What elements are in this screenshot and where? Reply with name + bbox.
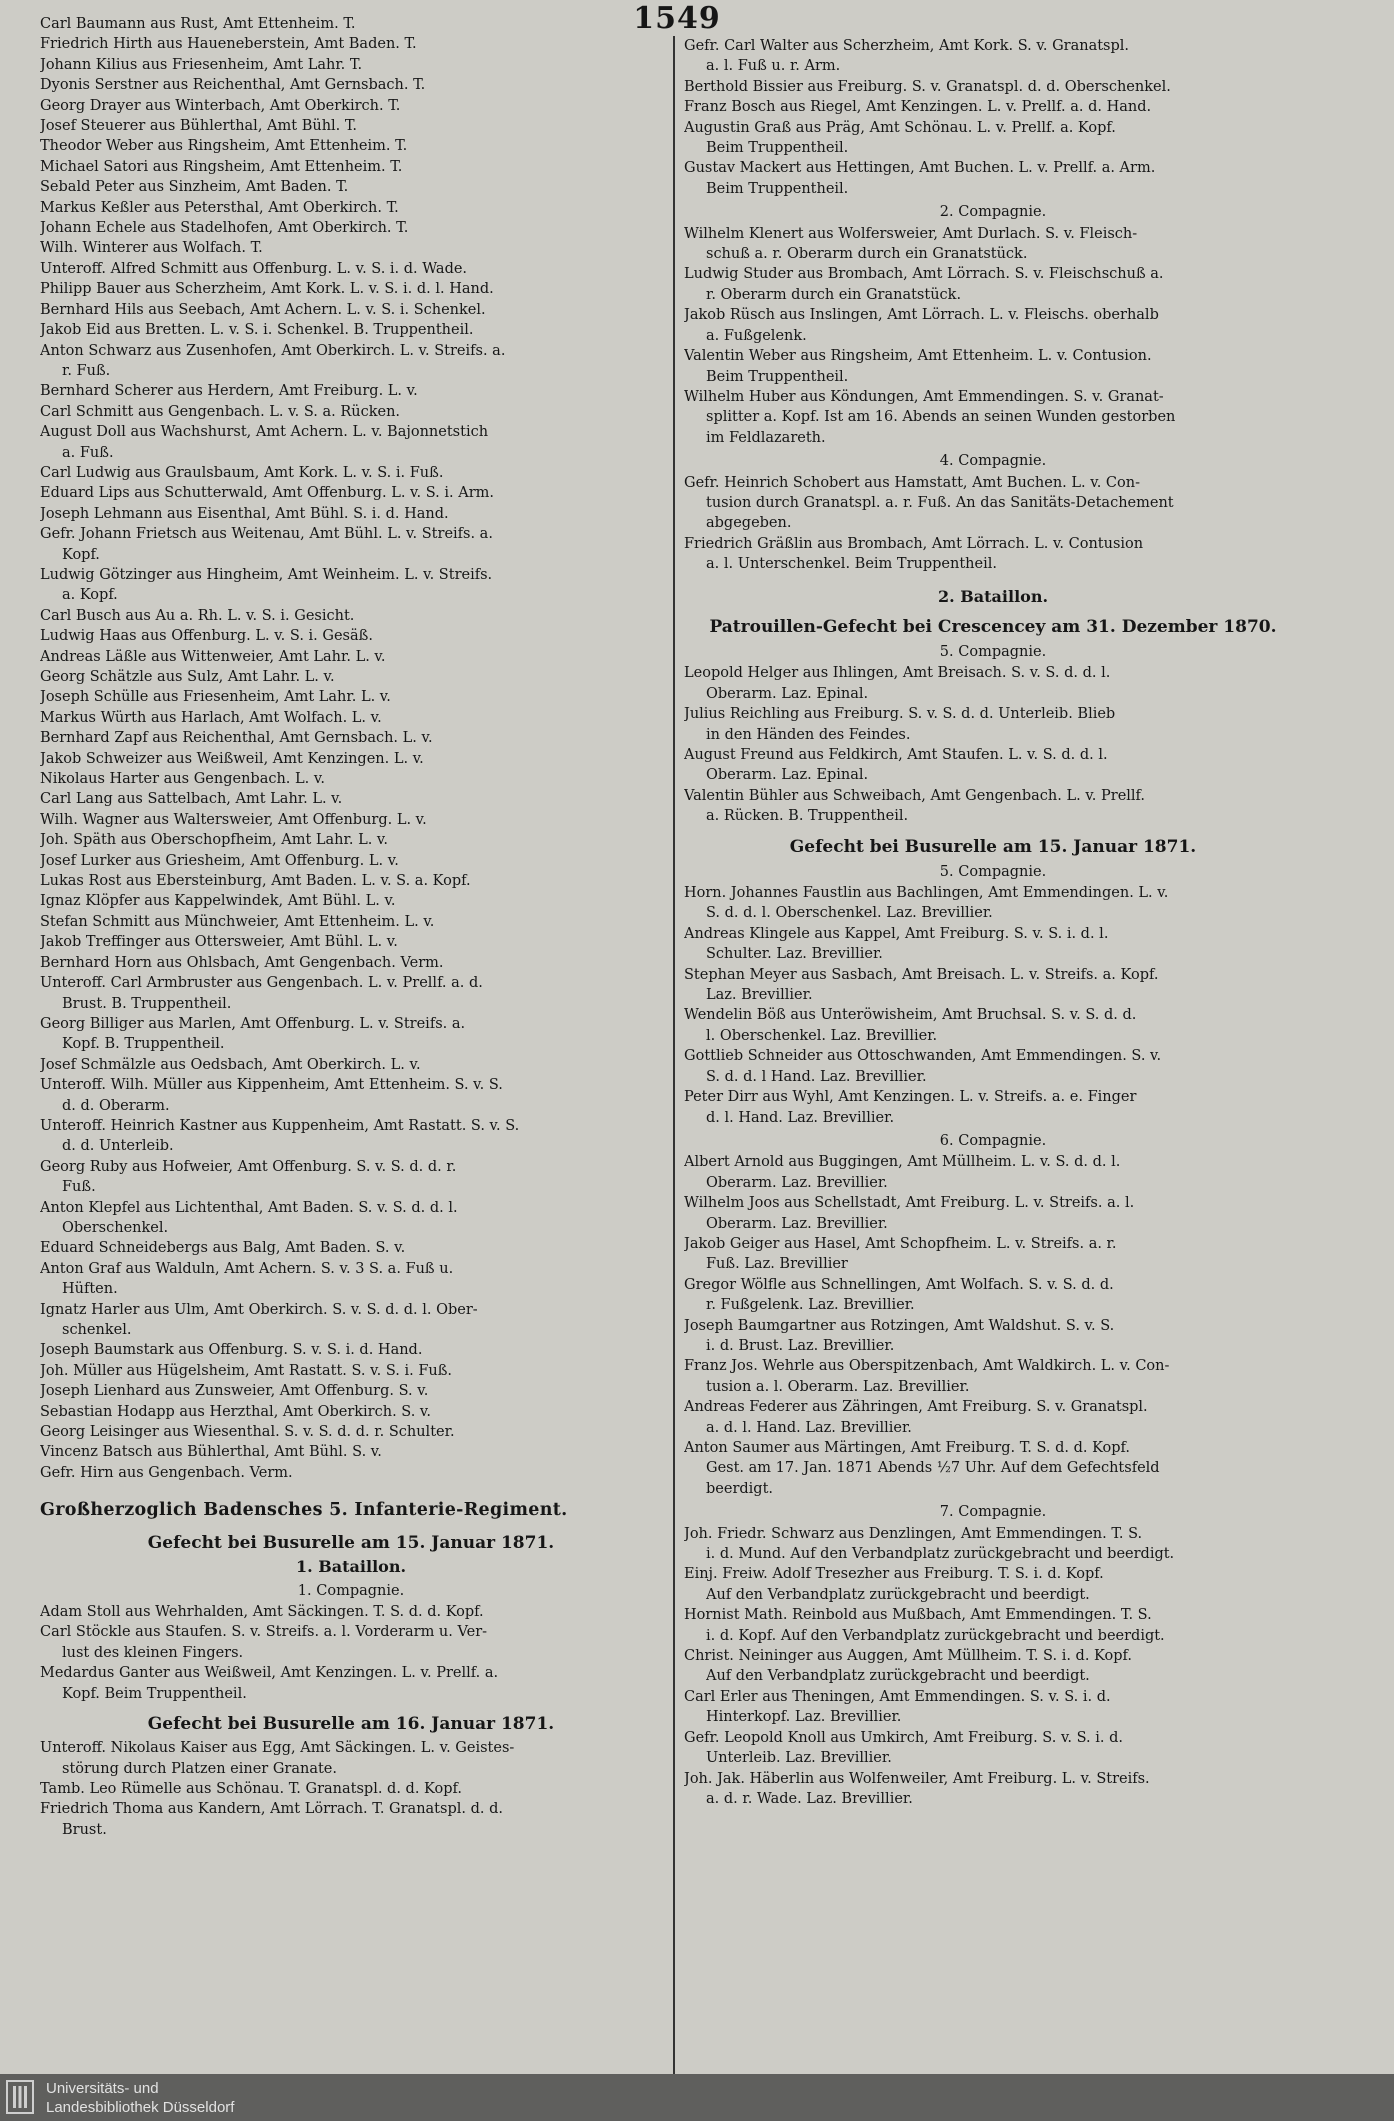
entry-line: Joseph Baumstark aus Offenburg. S. v. S. i. d. Hand. xyxy=(40,1342,423,1359)
entry-continuation-line: d. d. Oberarm. xyxy=(62,1097,170,1114)
entry-continuation-line: Fuß. Laz. Brevillier xyxy=(706,1256,848,1273)
entry-line: Gefr. Leopold Knoll aus Umkirch, Amt Freiburg. S. v. S. i. d. xyxy=(684,1729,1124,1746)
entry-continuation-line: Oberarm. Laz. Brevillier. xyxy=(706,1215,888,1232)
entry-line: Joseph Lienhard aus Zunsweier, Amt Offenburg. S. v. xyxy=(40,1383,429,1400)
entry-continuation-line: Beim Truppentheil. xyxy=(706,368,849,385)
entry-line: Gefr. Johann Frietsch aus Weitenau, Amt Bühl. L. v. Streifs. a. xyxy=(40,526,493,543)
entry-line: Wendelin Böß aus Unteröwisheim, Amt Bruchsal. S. v. S. d. d. xyxy=(684,1007,1137,1024)
entry-continuation-line: Brust. xyxy=(62,1821,107,1838)
entry-line: August Doll aus Wachshurst, Amt Achern. L. v. Bajonnetstich xyxy=(40,424,489,441)
right-column xyxy=(684,36,1302,1809)
entry-line: Joh. Friedr. Schwarz aus Denzlingen, Amt Emmendingen. T. S. xyxy=(684,1525,1143,1542)
entry-continuation-line: in den Händen des Feindes. xyxy=(706,726,911,743)
entry-line: Anton Saumer aus Märtingen, Amt Freiburg. T. S. d. d. Kopf. xyxy=(684,1440,1131,1456)
entry-continuation-line: splitter a. Kopf. Ist am 16. Abends an seinen Wunden gestorben xyxy=(706,409,1176,426)
battle-heading: Patrouillen-Gefecht bei Crescencey am 31. Dezember 1870. xyxy=(709,616,1277,637)
entry-continuation-line: Schulter. Laz. Brevillier. xyxy=(706,946,883,963)
entry-line: Lukas Rost aus Ebersteinburg, Amt Baden. L. v. S. a. Kopf. xyxy=(40,873,471,890)
entry-line: Sebald Peter aus Sinzheim, Amt Baden. T. xyxy=(40,179,349,196)
entry-continuation-line: Unterleib. Laz. Brevillier. xyxy=(706,1750,892,1767)
entry-line: Wilhelm Klenert aus Wolfersweier, Amt Durlach. S. v. Fleisch- xyxy=(684,225,1138,242)
entry-line: Ignatz Harler aus Ulm, Amt Oberkirch. S. v. S. d. d. l. Ober- xyxy=(40,1301,478,1318)
entry-line: August Freund aus Feldkirch, Amt Staufen. L. v. S. d. d. l. xyxy=(684,747,1108,763)
entry-line: Unteroff. Alfred Schmitt aus Offenburg. L. v. S. i. d. Wade. xyxy=(40,260,468,277)
entry-continuation-line: i. d. Brust. Laz. Brevillier. xyxy=(706,1337,895,1354)
entry-line: Carl Baumann aus Rust, Amt Ettenheim. T. xyxy=(40,16,356,32)
entry-line: Wilhelm Joos aus Schellstadt, Amt Freiburg. L. v. Streifs. a. l. xyxy=(684,1195,1135,1212)
entry-line: Ludwig Studer aus Brombach, Amt Lörrach. S. v. Fleischschuß a. xyxy=(684,266,1164,283)
entry-line: Valentin Bühler aus Schweibach, Amt Gengenbach. L. v. Prellf. xyxy=(684,787,1146,804)
page-number: 1549 xyxy=(633,1,721,36)
entry-line: Eduard Lips aus Schutterwald, Amt Offenburg. L. v. S. i. Arm. xyxy=(40,485,495,502)
entry-line: Jakob Treffinger aus Ottersweier, Amt Bühl. L. v. xyxy=(40,934,398,951)
library-credit xyxy=(46,2079,234,2117)
entry-line: Jakob Eid aus Bretten. L. v. S. i. Schenkel. B. Truppentheil. xyxy=(40,322,474,339)
entry-line: Bernhard Zapf aus Reichenthal, Amt Gernsbach. L. v. xyxy=(40,730,433,747)
entry-line: Friedrich Thoma aus Kandern, Amt Lörrach. T. Granatspl. d. d. xyxy=(40,1801,503,1818)
entry-line: Eduard Schneidebergs aus Balg, Amt Baden. S. v. xyxy=(40,1240,406,1257)
entry-line: Andreas Läßle aus Wittenweier, Amt Lahr. L. v. xyxy=(40,648,386,665)
entry-line: Johann Kilius aus Friesenheim, Amt Lahr. T. xyxy=(40,56,363,73)
section-spacer xyxy=(684,575,1302,585)
entry-line: Anton Schwarz aus Zusenhofen, Amt Oberkirch. L. v. Streifs. a. xyxy=(40,342,506,359)
entry-line: Georg Billiger aus Marlen, Amt Offenburg. L. v. Streifs. a. xyxy=(40,1015,466,1032)
entry-line: Theodor Weber aus Ringsheim, Amt Ettenheim. T. xyxy=(40,138,408,155)
entry-line: Gustav Mackert aus Hettingen, Amt Buchen. L. v. Prellf. a. Arm. xyxy=(684,160,1156,177)
left-column xyxy=(40,14,662,1840)
entry-line: Friedrich Hirth aus Haueneberstein, Amt Baden. T. xyxy=(40,36,417,53)
entry-line: Horn. Johannes Faustlin aus Bachlingen, Amt Emmendingen. L. v. xyxy=(684,885,1169,902)
entry-continuation-line: störung durch Platzen einer Granate. xyxy=(62,1760,337,1777)
entry-continuation-line: schuß a. r. Oberarm durch ein Granatstück. xyxy=(706,246,1028,263)
entry-line: Joh. Späth aus Oberschopfheim, Amt Lahr. L. v. xyxy=(40,832,389,849)
entry-line: Joseph Baumgartner aus Rotzingen, Amt Waldshut. S. v. S. xyxy=(684,1317,1115,1334)
entry-continuation-line: r. Oberarm durch ein Granatstück. xyxy=(706,286,962,303)
entry-line: Nikolaus Harter aus Gengenbach. L. v. xyxy=(40,771,325,788)
entry-line: Einj. Freiw. Adolf Tresezher aus Freiburg. T. S. i. d. Kopf. xyxy=(684,1566,1104,1583)
entry-line: Michael Satori aus Ringsheim, Amt Ettenheim. T. xyxy=(40,158,403,175)
entry-continuation-line: Kopf. Beim Truppentheil. xyxy=(62,1685,247,1702)
entry-line: Ignaz Klöpfer aus Kappelwindek, Amt Bühl. L. v. xyxy=(40,893,396,910)
entry-line: Carl Schmitt aus Gengenbach. L. v. S. a. Rücken. xyxy=(40,403,401,420)
entry-continuation-line: a. Rücken. B. Truppentheil. xyxy=(706,808,909,825)
entry-line: Josef Schmälzle aus Oedsbach, Amt Oberkirch. L. v. xyxy=(40,1056,421,1073)
entry-continuation-line: a. Kopf. xyxy=(62,587,118,604)
entry-line: Philipp Bauer aus Scherzheim, Amt Kork. L. v. S. i. d. l. Hand. xyxy=(40,281,494,298)
entry-continuation-line: r. Fuß. xyxy=(62,362,111,379)
entry-line: Gottlieb Schneider aus Ottoschwanden, Amt Emmendingen. S. v. xyxy=(684,1048,1162,1065)
entry-line: Stephan Meyer aus Sasbach, Amt Breisach. L. v. Streifs. a. Kopf. xyxy=(684,966,1159,983)
entry-line: Bernhard Horn aus Ohlsbach, Amt Gengenbach. Verm. xyxy=(40,954,444,971)
entry-continuation-line: abgegeben. xyxy=(706,515,792,532)
entry-line: Georg Leisinger aus Wiesenthal. S. v. S. d. d. r. Schulter. xyxy=(40,1424,455,1441)
entry-line: Carl Busch aus Au a. Rh. L. v. S. i. Gesicht. xyxy=(40,607,355,624)
entry-line: Gefr. Heinrich Schobert aus Hamstatt, Amt Buchen. L. v. Con- xyxy=(684,474,1140,491)
column-divider xyxy=(673,36,675,2086)
entry-continuation-line: d. d. Unterleib. xyxy=(62,1138,174,1155)
entry-line: Joh. Müller aus Hügelsheim, Amt Rastatt. S. v. S. i. Fuß. xyxy=(40,1362,453,1379)
regiment-heading: Großherzoglich Badensches 5. Infanterie-Regiment. xyxy=(40,1500,568,1521)
entry-line: Vincenz Batsch aus Bühlerthal, Amt Bühl. S. v. xyxy=(40,1444,382,1461)
company-heading: 4. Compagnie. xyxy=(939,453,1047,470)
entry-continuation-line: Beim Truppentheil. xyxy=(706,180,849,197)
entry-line: Peter Dirr aus Wyhl, Amt Kenzingen. L. v. Streifs. a. e. Finger xyxy=(684,1089,1137,1106)
entry-line: Medardus Ganter aus Weißweil, Amt Kenzingen. L. v. Prellf. a. xyxy=(40,1665,499,1682)
entry-line: Johann Echele aus Stadelhofen, Amt Oberkirch. T. xyxy=(40,220,409,237)
library-credit-line-1: Universitäts- und xyxy=(46,2080,159,2097)
entry-line: Jakob Schweizer aus Weißweil, Amt Kenzingen. L. v. xyxy=(40,750,424,767)
entry-continuation-line: beerdigt. xyxy=(706,1480,774,1497)
entry-continuation-line: Hüften. xyxy=(62,1281,118,1298)
entry-continuation-line: a. Fußgelenk. xyxy=(706,327,807,344)
entry-line: Berthold Bissier aus Freiburg. S. v. Granatspl. d. d. Oberschenkel. xyxy=(684,78,1171,95)
entry-line: Franz Jos. Wehrle aus Oberspitzenbach, Amt Waldkirch. L. v. Con- xyxy=(684,1358,1170,1375)
entry-line: Stefan Schmitt aus Münchweier, Amt Ettenheim. L. v. xyxy=(40,913,435,930)
entry-line: Wilh. Wagner aus Waltersweier, Amt Offenburg. L. v. xyxy=(40,811,427,828)
entry-line: Leopold Helger aus Ihlingen, Amt Breisach. S. v. S. d. d. l. xyxy=(684,665,1111,682)
entry-continuation-line: S. d. d. l Hand. Laz. Brevillier. xyxy=(706,1068,927,1085)
entry-continuation-line: tusion a. l. Oberarm. Laz. Brevillier. xyxy=(706,1378,970,1395)
entry-line: Unteroff. Heinrich Kastner aus Kuppenheim, Amt Rastatt. S. v. S. xyxy=(40,1117,520,1134)
entry-line: Georg Ruby aus Hofweier, Amt Offenburg. S. v. S. d. d. r. xyxy=(40,1158,457,1175)
entry-line: Carl Ludwig aus Graulsbaum, Amt Kork. L. v. S. i. Fuß. xyxy=(40,464,444,481)
entry-continuation-line: Fuß. xyxy=(62,1179,96,1196)
entry-line: Joh. Jak. Häberlin aus Wolfenweiler, Amt Freiburg. L. v. Streifs. xyxy=(684,1770,1150,1787)
battle-heading: Gefecht bei Busurelle am 16. Januar 1871. xyxy=(147,1714,555,1735)
entry-line: Anton Graf aus Walduln, Amt Achern. S. v. 3 S. a. Fuß u. xyxy=(40,1260,454,1277)
entry-continuation-line: Gest. am 17. Jan. 1871 Abends ½7 Uhr. Auf dem Gefechtsfeld xyxy=(706,1460,1160,1477)
entry-continuation-line: i. d. Kopf. Auf den Verbandplatz zurückgebracht und beerdigt. xyxy=(706,1627,1165,1644)
entry-line: Valentin Weber aus Ringsheim, Amt Ettenheim. L. v. Contusion. xyxy=(684,348,1152,365)
entry-continuation-line: Beim Truppentheil. xyxy=(706,140,849,157)
entry-line: Gefr. Hirn aus Gengenbach. Verm. xyxy=(40,1464,293,1481)
entry-continuation-line: Oberschenkel. xyxy=(62,1219,169,1236)
library-credit-line-2: Landesbibliothek Düsseldorf xyxy=(46,2099,235,2116)
entry-line: Unteroff. Nikolaus Kaiser aus Egg, Amt Säckingen. L. v. Geistes- xyxy=(40,1740,515,1757)
entry-line: Carl Stöckle aus Staufen. S. v. Streifs. a. l. Vorderarm u. Ver- xyxy=(40,1624,488,1641)
entry-continuation-line: Brust. B. Truppentheil. xyxy=(62,995,232,1012)
entry-continuation-line: a. d. r. Wade. Laz. Brevillier. xyxy=(706,1790,913,1807)
entry-line: Jakob Geiger aus Hasel, Amt Schopfheim. L. v. Streifs. a. r. xyxy=(684,1235,1117,1252)
entry-line: Josef Steuerer aus Bühlerthal, Amt Bühl. T. xyxy=(40,118,358,135)
entry-line: Gregor Wölfle aus Schnellingen, Amt Wolfach. S. v. S. d. d. xyxy=(684,1276,1114,1293)
entry-line: Julius Reichling aus Freiburg. S. v. S. d. d. Unterleib. Blieb xyxy=(684,706,1116,723)
entry-line: Augustin Graß aus Präg, Amt Schönau. L. v. Prellf. a. Kopf. xyxy=(684,119,1116,136)
entry-line: Andreas Klingele aus Kappel, Amt Freiburg. S. v. S. i. d. l. xyxy=(684,925,1109,942)
battle-heading: Gefecht bei Busurelle am 15. Januar 1871. xyxy=(147,1533,555,1554)
entry-continuation-line: r. Fußgelenk. Laz. Brevillier. xyxy=(706,1297,915,1314)
entry-continuation-line: a. d. l. Hand. Laz. Brevillier. xyxy=(706,1419,912,1436)
library-logo-icon xyxy=(6,2080,34,2114)
company-heading: 2. Compagnie. xyxy=(939,204,1047,221)
entry-line: Tamb. Leo Rümelle aus Schönau. T. Granatspl. d. d. Kopf. xyxy=(40,1780,462,1797)
company-heading: 1. Compagnie. xyxy=(297,1582,405,1599)
entry-continuation-line: Hinterkopf. Laz. Brevillier. xyxy=(706,1709,902,1726)
entry-line: Unteroff. Carl Armbruster aus Gengenbach. L. v. Prellf. a. d. xyxy=(40,975,483,992)
company-heading: 5. Compagnie. xyxy=(939,643,1047,660)
entry-line: Adam Stoll aus Wehrhalden, Amt Säckingen. T. S. d. d. Kopf. xyxy=(40,1604,484,1621)
entry-continuation-line: Auf den Verbandplatz zurückgebracht und beerdigt. xyxy=(706,1586,1090,1603)
entry-line: Ludwig Götzinger aus Hingheim, Amt Weinheim. L. v. Streifs. xyxy=(40,566,493,583)
entry-continuation-line: tusion durch Granatspl. a. r. Fuß. An das Sanitäts-Detachement xyxy=(706,494,1174,511)
entry-line: Wilhelm Huber aus Köndungen, Amt Emmendingen. S. v. Granat- xyxy=(684,388,1164,405)
entry-continuation-line: a. l. Unterschenkel. Beim Truppentheil. xyxy=(706,556,997,573)
entry-line: Carl Lang aus Sattelbach, Amt Lahr. L. v. xyxy=(40,791,343,808)
entry-continuation-line: a. l. Fuß u. r. Arm. xyxy=(706,58,841,75)
entry-line: Georg Schätzle aus Sulz, Amt Lahr. L. v. xyxy=(40,669,335,685)
entry-continuation-line: Kopf. B. Truppentheil. xyxy=(62,1036,225,1053)
entry-continuation-line: i. d. Mund. Auf den Verbandplatz zurückgebracht und beerdigt. xyxy=(706,1546,1175,1563)
entry-continuation-line: im Feldlazareth. xyxy=(706,429,826,446)
entry-continuation-line: schenkel. xyxy=(62,1322,132,1338)
battalion-heading: 1. Bataillon. xyxy=(295,1557,407,1577)
entry-line: Sebastian Hodapp aus Herzthal, Amt Oberkirch. S. v. xyxy=(40,1403,431,1420)
entry-line: Ludwig Haas aus Offenburg. L. v. S. i. Gesäß. xyxy=(40,628,373,645)
entry-line: Josef Lurker aus Griesheim, Amt Offenburg. L. v. xyxy=(40,852,399,869)
entry-line: Joseph Lehmann aus Eisenthal, Amt Bühl. S. i. d. Hand. xyxy=(40,505,449,522)
entry-line: Georg Drayer aus Winterbach, Amt Oberkirch. T. xyxy=(40,97,401,114)
battle-heading: Gefecht bei Busurelle am 15. Januar 1871. xyxy=(789,836,1197,857)
entry-line: Gefr. Carl Walter aus Scherzheim, Amt Kork. S. v. Granatspl. xyxy=(684,38,1130,54)
company-heading: 6. Compagnie. xyxy=(939,1132,1047,1149)
company-heading: 7. Compagnie. xyxy=(939,1504,1047,1521)
entry-line: Friedrich Gräßlin aus Brombach, Amt Lörrach. L. v. Contusion xyxy=(684,535,1144,552)
entry-continuation-line: Oberarm. Laz. Epinal. xyxy=(706,767,869,784)
entry-continuation-line: d. l. Hand. Laz. Brevillier. xyxy=(706,1109,895,1126)
entry-continuation-line: lust des kleinen Fingers. xyxy=(62,1644,244,1661)
entry-continuation-line: Kopf. xyxy=(62,546,100,563)
entry-line: Hornist Math. Reinbold aus Mußbach, Amt Emmendingen. T. S. xyxy=(684,1607,1152,1624)
entry-line: Wilh. Winterer aus Wolfach. T. xyxy=(40,240,263,257)
entry-line: Bernhard Scherer aus Herdern, Amt Freiburg. L. v. xyxy=(40,383,418,400)
company-heading: 5. Compagnie. xyxy=(939,863,1047,880)
entry-line: Bernhard Hils aus Seebach, Amt Achern. L. v. S. i. Schenkel. xyxy=(40,301,486,318)
entry-continuation-line: Auf den Verbandplatz zurückgebracht und beerdigt. xyxy=(706,1668,1090,1685)
entry-line: Albert Arnold aus Buggingen, Amt Müllheim. L. v. S. d. d. l. xyxy=(684,1154,1121,1171)
entry-line: Andreas Federer aus Zähringen, Amt Freiburg. S. v. Granatspl. xyxy=(684,1399,1148,1416)
entry-line: Markus Würth aus Harlach, Amt Wolfach. L. v. xyxy=(40,709,382,726)
entry-line: Joseph Schülle aus Friesenheim, Amt Lahr. L. v. xyxy=(40,689,391,706)
battalion-heading: 2. Bataillon. xyxy=(937,586,1049,606)
entry-line: Anton Klepfel aus Lichtenthal, Amt Baden. S. v. S. d. d. l. xyxy=(40,1199,458,1216)
entry-line: Christ. Neininger aus Auggen, Amt Müllheim. T. S. i. d. Kopf. xyxy=(684,1648,1132,1665)
entry-continuation-line: S. d. d. l. Oberschenkel. Laz. Brevillier. xyxy=(706,905,993,922)
footer-bar xyxy=(0,2074,1394,2121)
entry-continuation-line: a. Fuß. xyxy=(62,444,114,461)
entry-continuation-line: Oberarm. Laz. Brevillier. xyxy=(706,1174,888,1191)
entry-continuation-line: l. Oberschenkel. Laz. Brevillier. xyxy=(706,1027,938,1044)
entry-line: Dyonis Serstner aus Reichenthal, Amt Gernsbach. T. xyxy=(40,77,426,94)
entry-line: Unteroff. Wilh. Müller aus Kippenheim, Amt Ettenheim. S. v. S. xyxy=(40,1077,503,1094)
entry-continuation-line: Laz. Brevillier. xyxy=(706,987,813,1004)
entry-continuation-line: Oberarm. Laz. Epinal. xyxy=(706,685,869,702)
entry-line: Markus Keßler aus Petersthal, Amt Oberkirch. T. xyxy=(40,199,399,216)
entry-line: Jakob Rüsch aus Inslingen, Amt Lörrach. L. v. Fleischs. oberhalb xyxy=(684,307,1159,324)
entry-line: Carl Erler aus Theningen, Amt Emmendingen. S. v. S. i. d. xyxy=(684,1688,1111,1705)
entry-line: Franz Bosch aus Riegel, Amt Kenzingen. L. v. Prellf. a. d. Hand. xyxy=(684,99,1152,116)
